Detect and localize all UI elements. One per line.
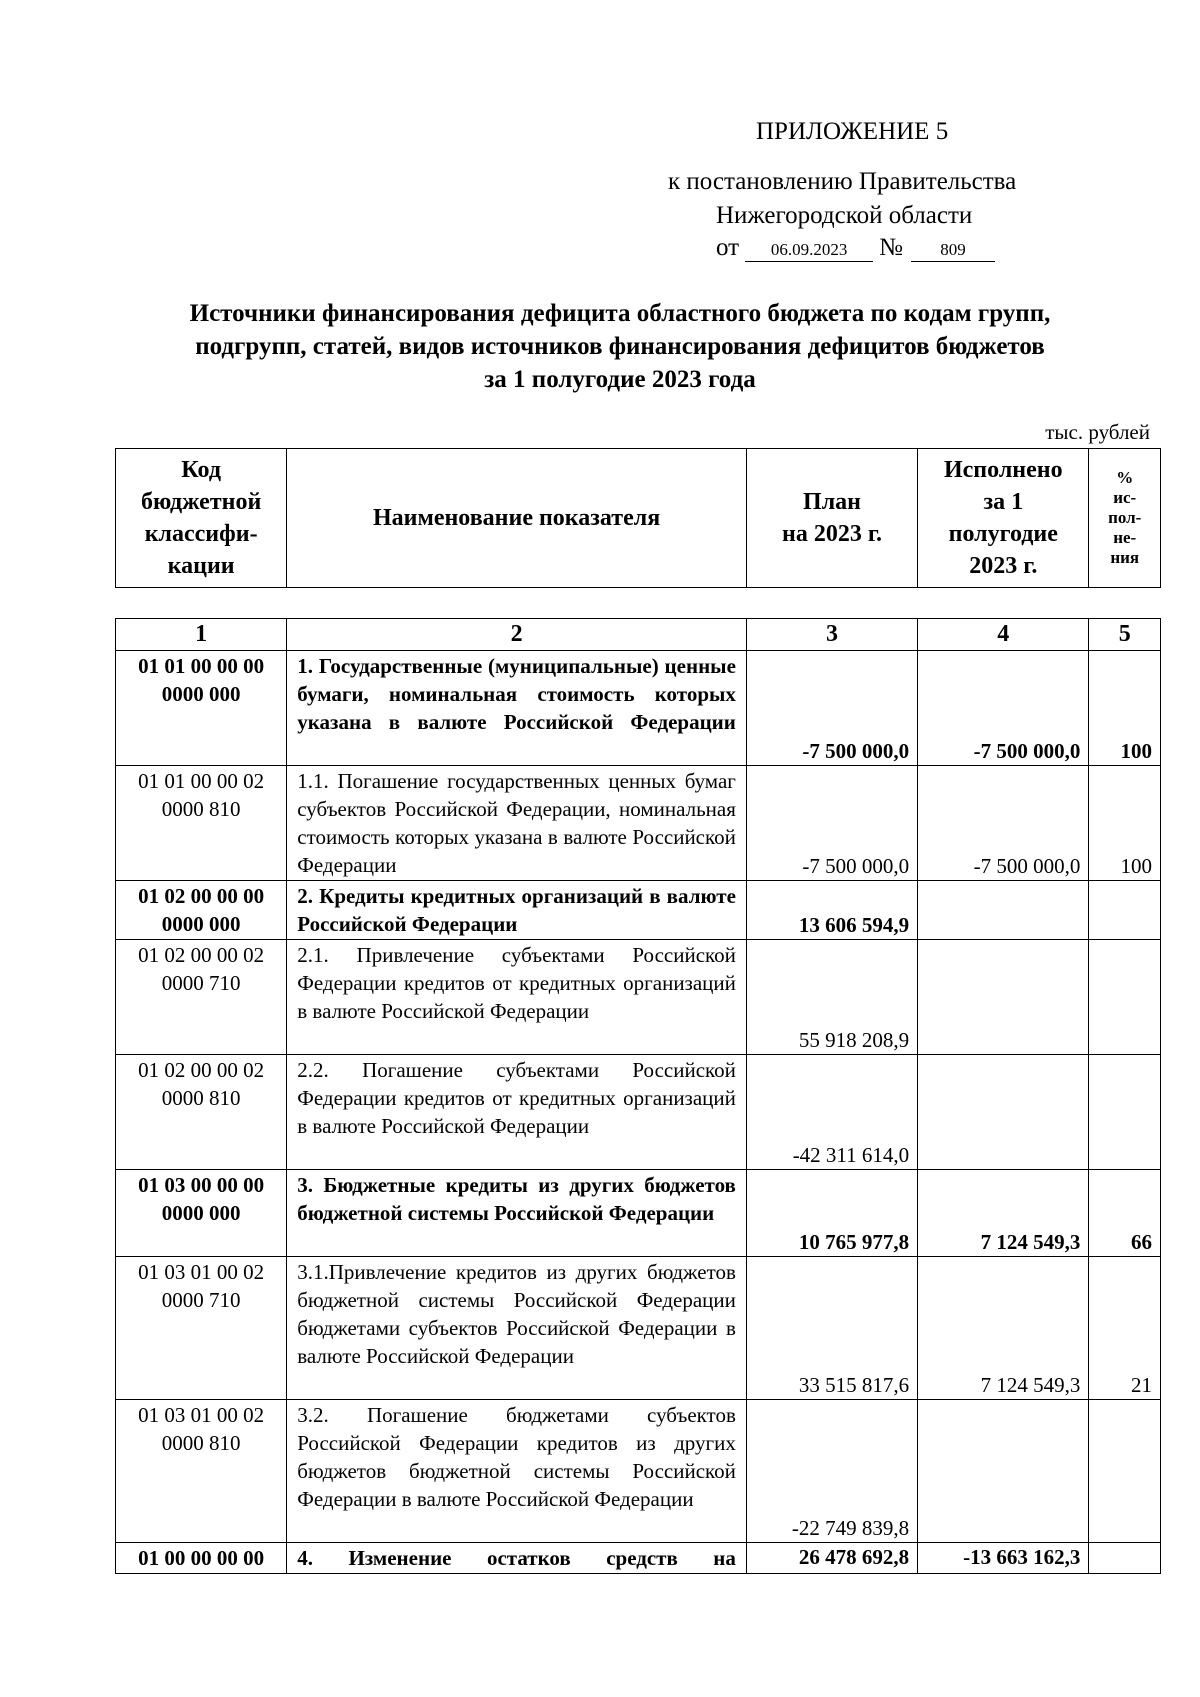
table-row — [116, 1055, 1161, 1170]
title-line: подгрупп, статей, видов источников финансирования дефицитов бюджетов — [195, 333, 1045, 360]
indicator-name: 2. Кредиты кредитных организаций в валюте Российской Федерации — [287, 881, 747, 940]
title-line: за 1 полугодие 2023 года — [484, 366, 756, 393]
done-value: 7 124 549,3 — [918, 1170, 1089, 1257]
column-header-code: Код бюджетной классифи- кации — [116, 449, 287, 588]
column-number: 5 — [1089, 619, 1161, 651]
column-header-percent: % ис- пол- не- ния — [1089, 449, 1161, 588]
table-row — [116, 881, 1161, 940]
percent-value — [1089, 1543, 1161, 1574]
done-value — [918, 881, 1089, 940]
plan-value: -22 749 839,8 — [746, 1400, 917, 1543]
table-row — [116, 651, 1161, 766]
table-row — [116, 1170, 1161, 1257]
percent-value: 21 — [1089, 1257, 1161, 1400]
budget-code: 01 02 00 00 02 0000 710 — [116, 940, 287, 1055]
table-row — [116, 1257, 1161, 1400]
decree-date-line — [716, 234, 995, 262]
indicator-name: 2.1. Привлечение субъектами Российской Федерации кредитов от кредитных организаций в валюте Российской Федерации — [287, 940, 747, 1055]
header-table — [115, 448, 1161, 588]
decree-reference: к постановлению Правительства — [668, 168, 1017, 195]
plan-value: -7 500 000,0 — [746, 766, 917, 881]
units-label: тыс. рублей — [1045, 420, 1150, 444]
done-value — [918, 1400, 1089, 1543]
plan-value: -42 311 614,0 — [746, 1055, 917, 1170]
column-number: 3 — [746, 619, 917, 651]
budget-code: 01 02 00 00 00 0000 000 — [116, 881, 287, 940]
percent-value — [1089, 1400, 1161, 1543]
table-row — [116, 1400, 1161, 1543]
percent-value: 66 — [1089, 1170, 1161, 1257]
data-table — [115, 618, 1161, 1574]
budget-code: 01 03 01 00 02 0000 810 — [116, 1400, 287, 1543]
plan-value: 26 478 692,8 — [746, 1543, 917, 1574]
decree-number: 809 — [911, 239, 995, 262]
percent-value — [1089, 940, 1161, 1055]
document-title — [120, 297, 1120, 396]
region-name: Нижегородской области — [716, 202, 973, 229]
decree-date: 06.09.2023 — [745, 239, 873, 262]
number-sign: № — [879, 234, 903, 261]
budget-code: 01 02 00 00 02 0000 810 — [116, 1055, 287, 1170]
plan-value: 33 515 817,6 — [746, 1257, 917, 1400]
done-value: 7 124 549,3 — [918, 1257, 1089, 1400]
indicator-name: 2.2. Погашение субъектами Российской Федерации кредитов от кредитных организаций в валюте Российской Федерации — [287, 1055, 747, 1170]
table-row — [116, 766, 1161, 881]
done-value — [918, 1055, 1089, 1170]
done-value — [918, 940, 1089, 1055]
done-value: -7 500 000,0 — [918, 766, 1089, 881]
budget-code: 01 03 01 00 02 0000 710 — [116, 1257, 287, 1400]
indicator-name: 3.2. Погашение бюджетами субъектов Российской Федерации кредитов из других бюджетов бюджетной системы Российской Федерации в валюте Российской Федерации — [287, 1400, 747, 1543]
percent-value — [1089, 1055, 1161, 1170]
budget-code: 01 01 00 00 02 0000 810 — [116, 766, 287, 881]
column-number: 4 — [918, 619, 1089, 651]
appendix-label: ПРИЛОЖЕНИЕ 5 — [756, 118, 949, 145]
budget-code: 01 00 00 00 00 — [116, 1543, 287, 1574]
table-row — [116, 1543, 1161, 1574]
percent-value: 100 — [1089, 651, 1161, 766]
indicator-name: 1.1. Погашение государственных ценных бумаг субъектов Российской Федерации, номинальная стоимость которых указана в валюте Российской Федерации — [287, 766, 747, 881]
from-label: от — [716, 234, 740, 261]
column-header-name: Наименование показателя — [287, 449, 747, 588]
plan-value: 10 765 977,8 — [746, 1170, 917, 1257]
plan-value: 13 606 594,9 — [746, 881, 917, 940]
budget-code: 01 03 00 00 00 0000 000 — [116, 1170, 287, 1257]
done-value: -7 500 000,0 — [918, 651, 1089, 766]
column-number-row — [116, 619, 1161, 651]
done-value: -13 663 162,3 — [918, 1543, 1089, 1574]
column-header-plan: План на 2023 г. — [746, 449, 917, 588]
column-number: 1 — [116, 619, 287, 651]
title-line: Источники финансирования дефицита областного бюджета по кодам групп, — [189, 300, 1051, 327]
column-number: 2 — [287, 619, 747, 651]
indicator-name: 3.1.Привлечение кредитов из других бюджетов бюджетной системы Российской Федерации бюджетами субъектов Российской Федерации в валюте Российской Федерации — [287, 1257, 747, 1400]
indicator-name: 4. Изменение остатков средств на — [287, 1543, 747, 1574]
percent-value: 100 — [1089, 766, 1161, 881]
indicator-name: 3. Бюджетные кредиты из других бюджетов бюджетной системы Российской Федерации — [287, 1170, 747, 1257]
plan-value: -7 500 000,0 — [746, 651, 917, 766]
plan-value: 55 918 208,9 — [746, 940, 917, 1055]
budget-code: 01 01 00 00 00 0000 000 — [116, 651, 287, 766]
percent-value — [1089, 881, 1161, 940]
indicator-name: 1. Государственные (муниципальные) ценные бумаги, номинальная стоимость которых указана в валюте Российской Федерации — [287, 651, 747, 766]
column-header-done: Исполнено за 1 полугодие 2023 г. — [918, 449, 1089, 588]
table-row — [116, 940, 1161, 1055]
